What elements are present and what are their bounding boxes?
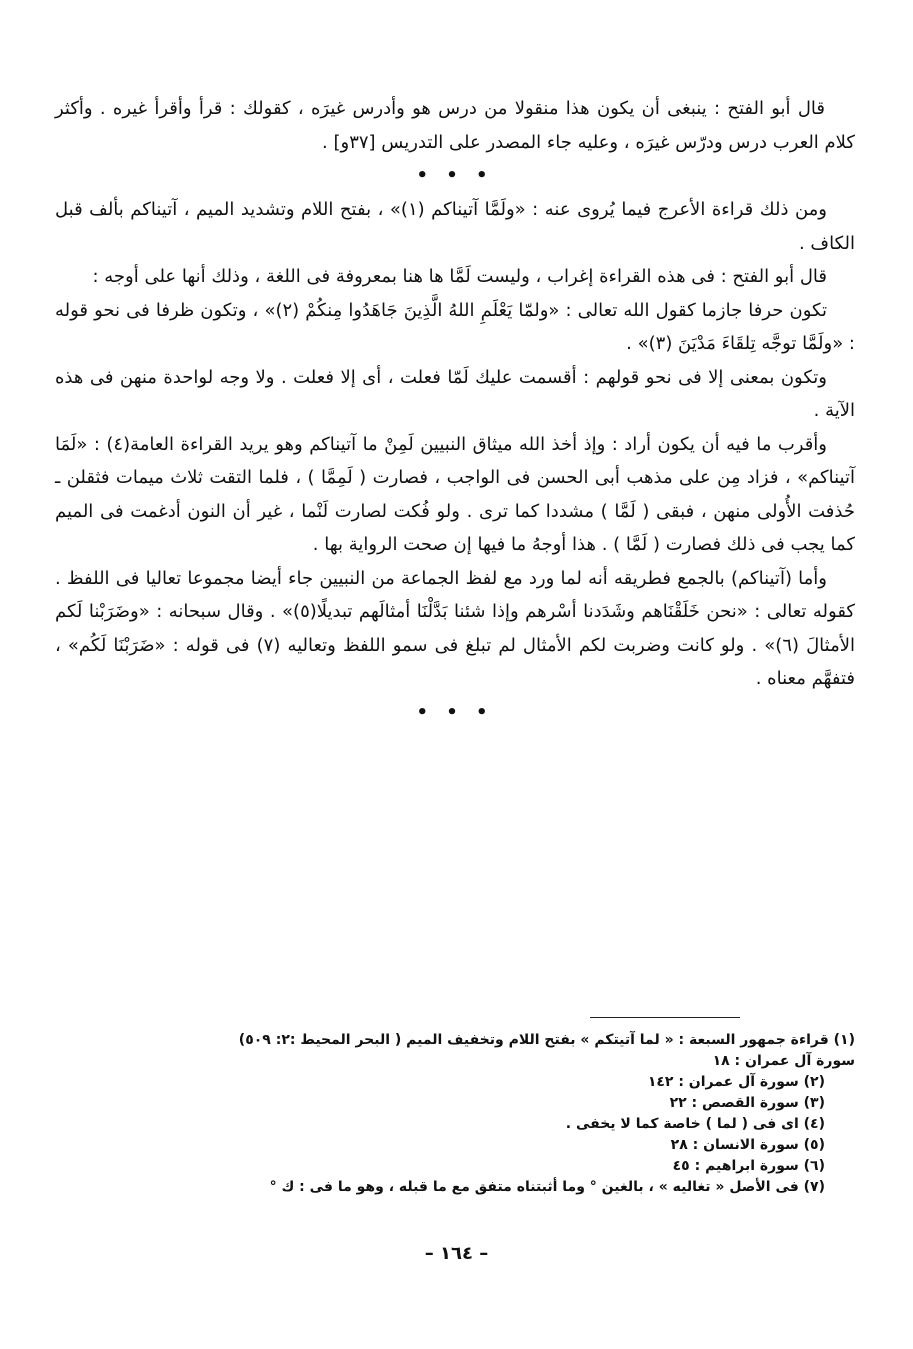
section-separator-2: • • •: [416, 701, 494, 723]
footnote-3: (٣) سورة القصص : ٢٢: [669, 1095, 825, 1111]
paragraph-4: تكون حرفا جازما كقول الله تعالى : «ولمّا يَعْلَمِ اللهُ الَّذِينَ جَاهَدُوا مِنكُمْ (٢)» ، وتكون ظرفا فى نحو قوله : «ولَمَّا توجَّه تِلقَاءَ مَدْيَنَ (٣)» .: [55, 299, 855, 354]
section-separator-1: • • •: [416, 165, 494, 186]
footnotes: [55, 1030, 855, 1198]
main-text: [55, 92, 855, 730]
page-number: – ١٦٤ –: [424, 1243, 489, 1264]
footnote-7: (٧) فى الأصل « تغاليه » ، بالغين ° وما أثبتناه متفق مع ما قبله ، وهو ما فى : ك °: [269, 1179, 825, 1195]
paragraph-5: وتكون بمعنى إلا فى نحو قولهم : أقسمت عليك لَمّا فعلت ، أى إلا فعلت . ولا وجه لواحدة منهن فى هذه الآية .: [55, 366, 855, 421]
paragraph-3: قال أبو الفتح : فى هذه القراءة إغراب ، وليست لَمَّا ها هنا بمعروفة فى اللغة ، وذلك أنها على أوجه :: [92, 266, 827, 287]
paragraph-2: ومن ذلك قراءة الأعرج فيما يُروى عنه : «ولَمَّا آتيناكم (١)» ، بفتح اللام وتشديد الميم ، آتيناكم بألف قبل الكاف .: [55, 199, 855, 254]
footnote-1-continued: سورة آل عمران : ١٨: [712, 1053, 855, 1069]
footnote-2: (٢) سورة آل عمران : ١٤٢: [647, 1074, 825, 1090]
footnote-divider: [590, 1017, 740, 1018]
paragraph-1: قال أبو الفتح : ينبغى أن يكون هذا منقولا من درس هو وأدرس غيرَه ، كقولك : قرأ وأقرأ غيره . وأكثر كلام العرب درس ودرّس غيرَه ، وعليه جاء المصدر على التدريس [٣٧و] .: [55, 98, 855, 153]
footnote-1: (١) قراءة جمهور السبعة : « لما آتيتكم » بفتح اللام وتخفيف الميم ( البحر المحيط :٢: ٥٠٩): [238, 1032, 855, 1048]
paragraph-6: وأقرب ما فيه أن يكون أراد : وإذ أخذ الله ميثاق النبيين لَمِنْ ما آتيناكم وهو يريد القراءة العامة(٤) : «لَمَا آتيناكم» ، فزاد مِن على مذهب أبى الحسن فى الواجب ، فصارت ( لَمِمَّا ) ، فلما التقت ثلاث ميمات فثقلن ـ حُذفت الأُولى منهن ، فبقى ( لَمَّا ) مشددا كما ترى . ولو فُكت لصارت لَنْما ، غير أن النون أدغمت فى الميم كما يجب فى ذلك فصارت ( لَمَّا ) . هذا أوجهُ ما فيها إن صحت الرواية بها .: [55, 433, 855, 555]
paragraph-7: وأما (آتيناكم) بالجمع فطريقه أنه لما ورد مع لفظ الجماعة من النبيين جاء أيضا مجموعا تعاليا فى اللفظ . كقوله تعالى : «نحن خَلَقْنَاهم وشَدَدنا أسْرهم وإذا شئنا بَدَّلْنَا أمثالَهم تبديلًا(٥)» . وقال سبحانه : «وضَرَبْنا لَكم الأمثالَ (٦)» . ولو كانت وضربت لكم الأمثال لم تبلغ فى سمو اللفظ وتعاليه (٧) فى قوله : «ضَرَبْنَا لَكُم» ، فتفهَّم معناه .: [55, 567, 855, 689]
footnote-6: (٦) سورة ابراهيم : ٤٥: [672, 1158, 825, 1174]
footnote-4: (٤) اى فى ( لما ) خاصة كما لا يخفى .: [565, 1116, 825, 1132]
footnote-5: (٥) سورة الانسان : ٢٨: [670, 1137, 825, 1153]
